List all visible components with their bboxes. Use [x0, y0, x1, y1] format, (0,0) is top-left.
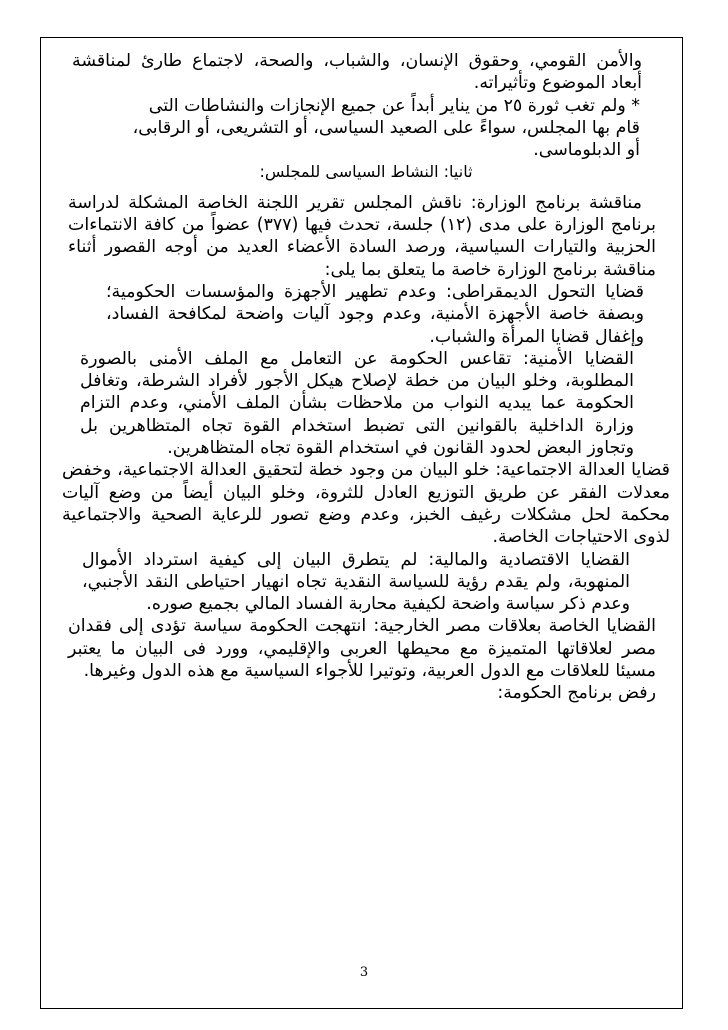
ministry-program-label: مناقشة برنامج الوزارة:	[470, 192, 642, 213]
security-issues-label: القضايا الأمنية:	[523, 348, 635, 369]
social-justice-text: خلو البيان من وجود خطة لتحقيق العدالة الاجتماعية، وخفض معدلات الفقر عن طريق التوزيع العادل للثروة، وخلو البيان أيضاً من وضع آليات محكمة لحل مشكلات رغيف الخبز، وعدم وضع تصور للرعاية الصحية والاجتماعية لذوى الاحتياجات الخاصة.	[62, 460, 670, 548]
social-justice-label: قضايا العدالة الاجتماعية:	[495, 460, 670, 481]
economic-issues-text: لم يتطرق البيان إلى كيفية استرداد الأموال المنهوبة، ولم يقدم رؤية للسياسة النقدية تجاه انهيار احتياطى النقد الأجنبي، وعدم ذكر سياسة واضحة لكيفية محاربة الفساد المالي بجميع صوره.	[82, 549, 630, 615]
foreign-relations-text: انتهجت الحكومة سياسة تؤدى إلى فقدان مصر لعلاقاتها المتميزة مع محيطها العربى والإقليمي، وورد فى البيان ما يعتبر مسيئا للعلاقات مع الدول العربية، وتوتيرا للأجواء السياسية مع هذه الدول وغيرها.	[68, 616, 656, 682]
security-issues-paragraph	[62, 348, 670, 459]
page-number: 3	[359, 965, 369, 980]
section-two-heading: ثانيا: النشاط السياسى للمجلس:	[259, 162, 473, 182]
achievements-paragraph: * ولم تغب ثورة ٢٥ من يناير أبداً عن جميع الإنجازات والنشاطات التى قام بها المجلس، سواءً على الصعيد السياسى، أو التشريعى، أو الرقابى، أو الدبلوماسى.	[132, 95, 640, 161]
intro-paragraph: والأمن القومي، وحقوق الإنسان، والشباب، والصحة، لاجتماع طارئ لمناقشة أبعاد الموضوع وتأثيراته.	[72, 51, 642, 94]
document-body	[62, 50, 670, 705]
security-issues-text: تقاعس الحكومة عن التعامل مع الملف الأمنى بالصورة المطلوبة، وخلو البيان من خطة لإصلاح هيكل الأجور لأفراد الشرطة، وتغافل الحكومة عما يبديه النواب من ملاحظات بشأن الملف الأمني، وعدم التزام وزارة الداخلية بالقوانين التى تضبط استخدام القوة تجاه المتظاهرين بل وتجاوز البعض لحدود القانون في استخدام القوة تجاه المتظاهرين.	[80, 348, 634, 459]
rejection-heading: رفض برنامج الحكومة:	[497, 683, 656, 704]
ministry-program-text: ناقش المجلس تقرير اللجنة الخاصة المشكلة لدراسة برنامج الوزارة على مدى (١٢) جلسة، تحدث فيها (٣٧٧) عضواً من كافة الانتماءات الحزبية والتيارات السياسية، ورصد السادة الأعضاء العديد من أوجه القصور أثناء مناقشة برنامج الوزارة خاصة ما يتعلق بما يلى:	[68, 192, 656, 280]
economic-issues-label: القضايا الاقتصادية والمالية:	[428, 549, 630, 570]
democratic-transition-text: وعدم تطهير الأجهزة والمؤسسات الحكومية؛ وبصفة خاصة الأجهزة الأمنية، وعدم وجود آليات واضحة لمكافحة الفساد، وإغفال قضايا المرأة والشباب.	[106, 281, 644, 347]
social-justice-paragraph	[62, 459, 670, 548]
ministry-program-paragraph	[62, 192, 670, 281]
foreign-relations-paragraph	[62, 615, 670, 682]
foreign-relations-label: القضايا الخاصة بعلاقات مصر الخارجية:	[373, 616, 656, 637]
economic-issues-paragraph	[62, 549, 670, 616]
democratic-transition-paragraph	[62, 281, 670, 348]
democratic-transition-label: قضايا التحول الديمقراطى:	[445, 281, 644, 302]
